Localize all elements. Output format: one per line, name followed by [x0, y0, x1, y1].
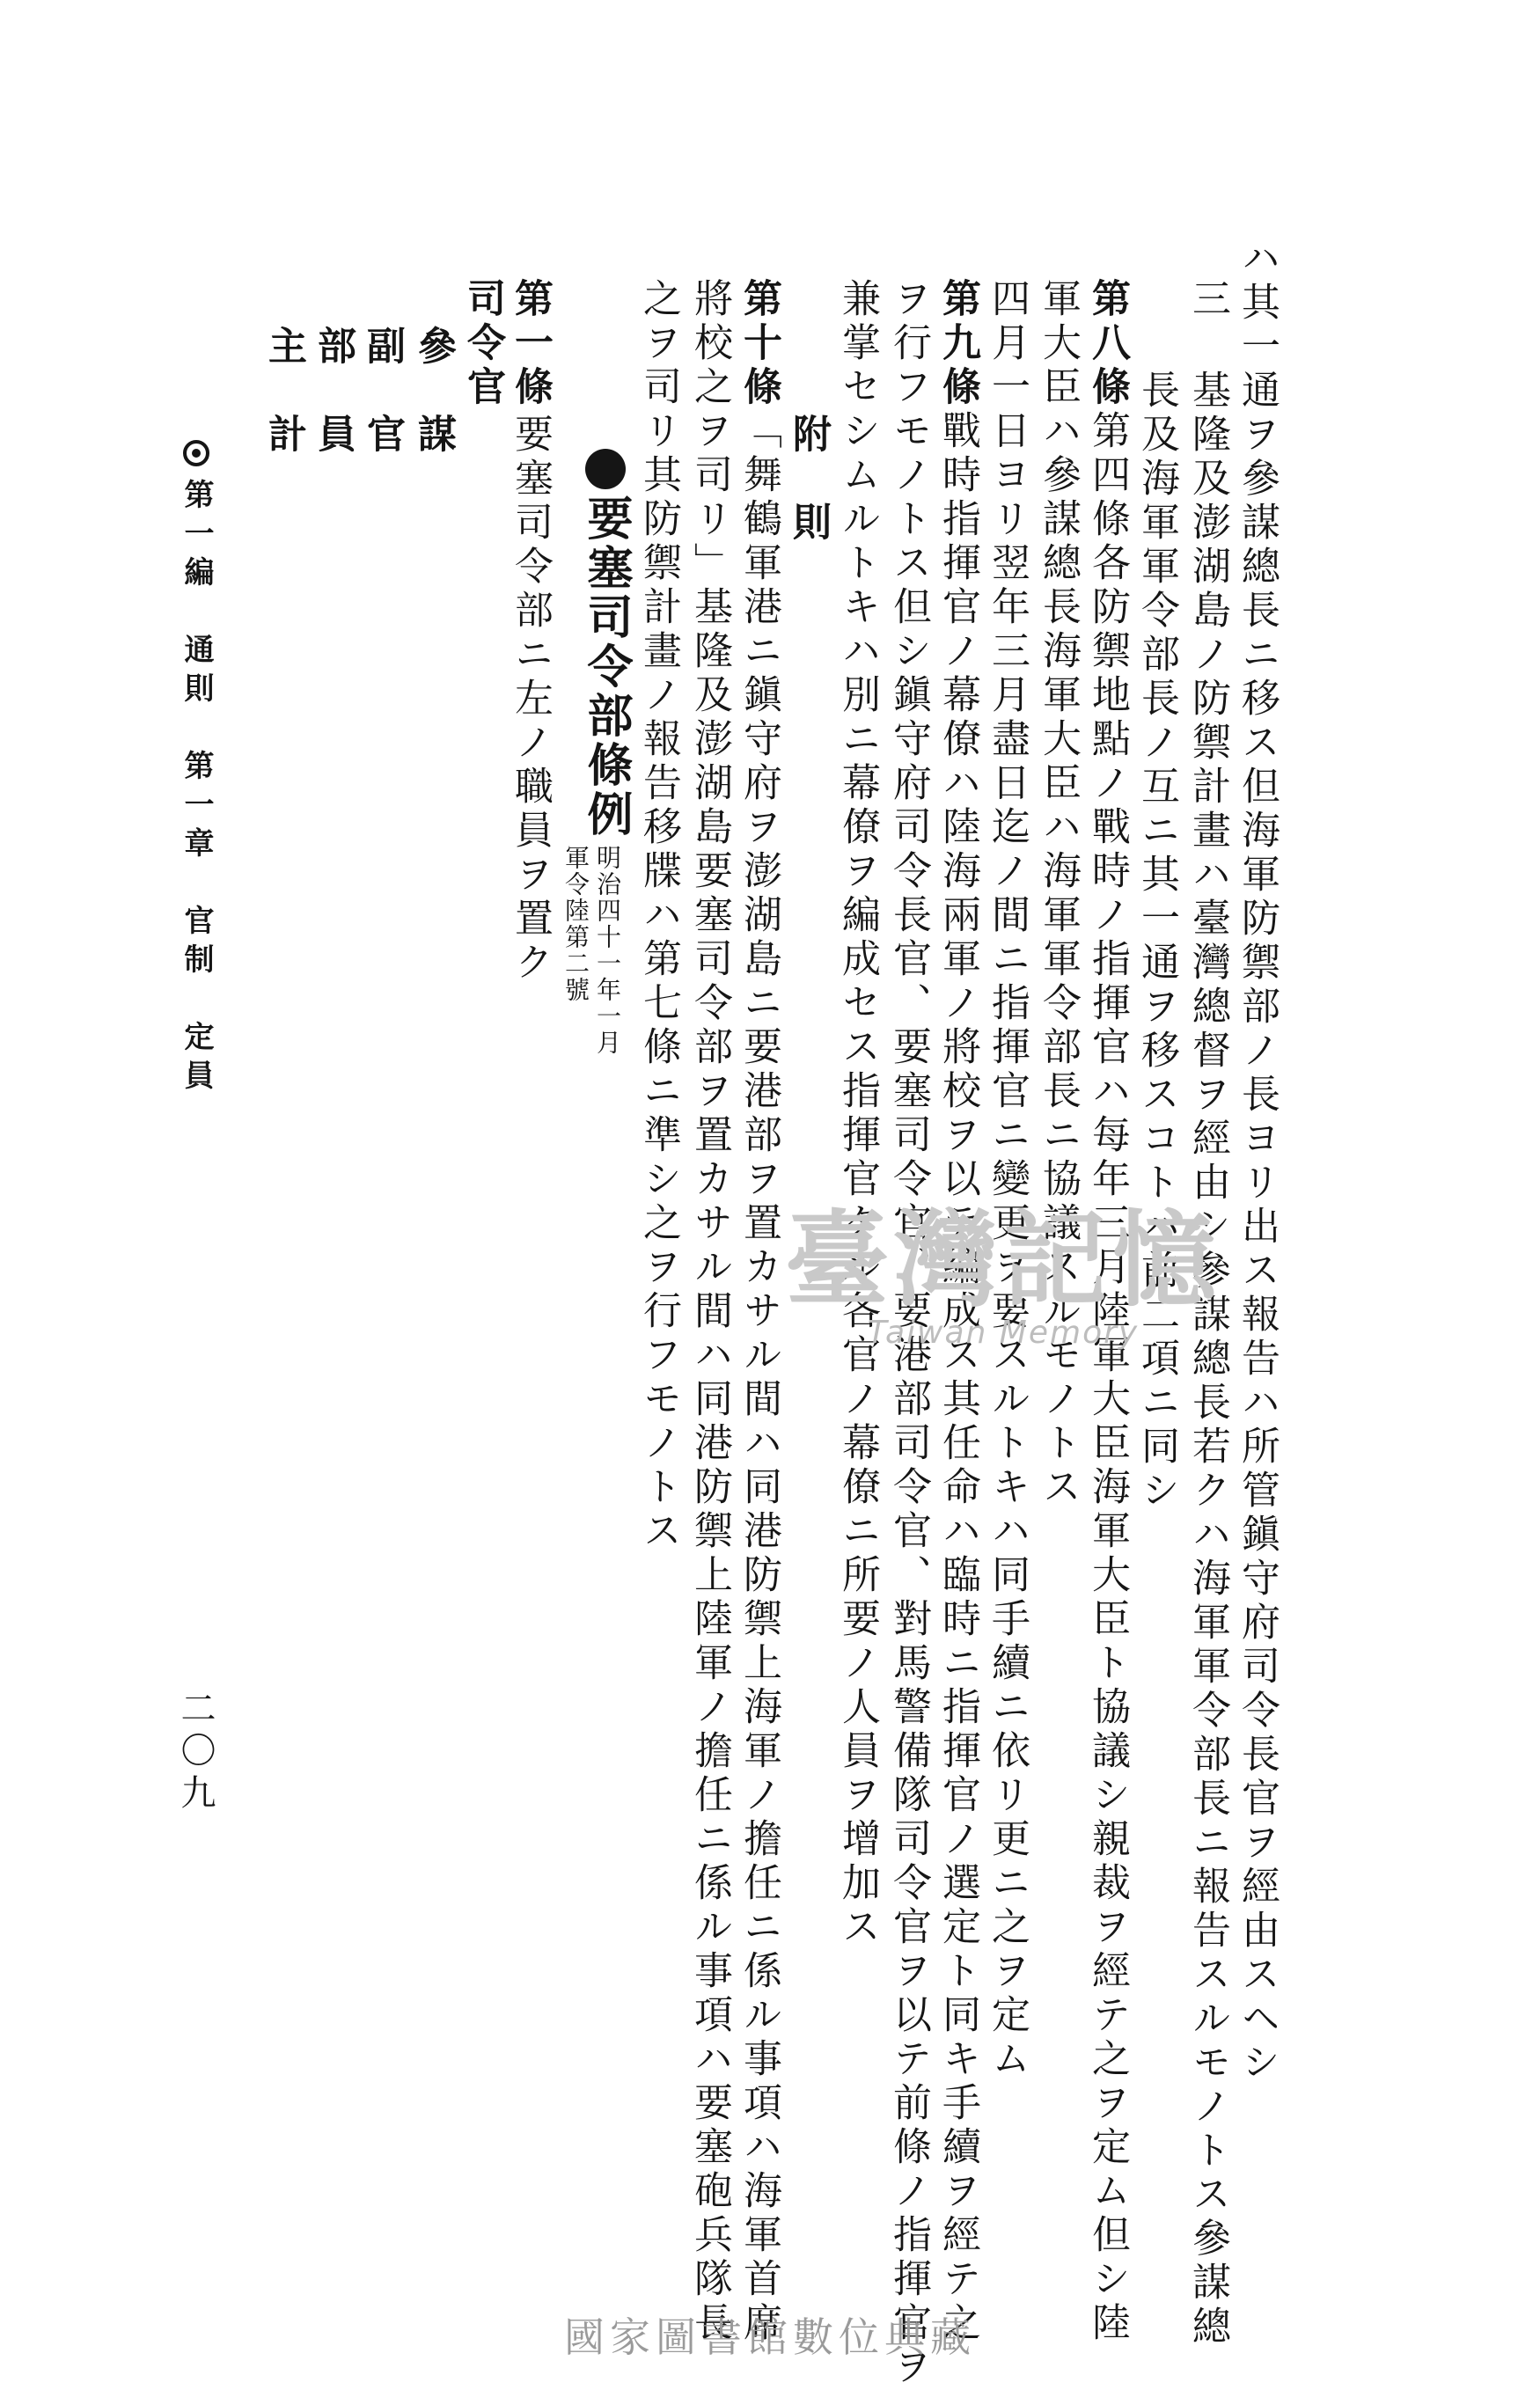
- running-header-text: 第一編 通則 第一章 官制 定員: [179, 479, 214, 1098]
- article-10-heading: [737, 278, 781, 410]
- column-body: 第四條各防禦地點ノ戰時ノ指揮官ハ每年三月陸軍大臣海軍大臣ト協議シ親裁ヲ經テ之ヲ定ム但シ陸: [1085, 410, 1130, 2346]
- ordinance-number-text: 軍令陸第二號: [561, 845, 590, 1003]
- article-1-heading: [508, 278, 553, 410]
- staff-item: 參 謀: [411, 326, 456, 458]
- text-column-13: [636, 278, 681, 1554]
- footer-archive-label: 國家圖書館數位典藏: [564, 2313, 976, 2361]
- article-heading: 第一條: [508, 278, 553, 410]
- text-column-11-body: [737, 410, 781, 2346]
- page-number-text: 二〇九: [175, 1690, 216, 1816]
- text-column-3: [1134, 370, 1179, 1514]
- text-column-5: [1036, 278, 1081, 1510]
- article-heading: 第八條: [1085, 278, 1130, 410]
- ordinance-date-text: 明治四十一年一月: [593, 845, 622, 1056]
- watermark-english: Taiwan Memory: [867, 1314, 1140, 1351]
- running-header: [179, 440, 214, 1098]
- text-column-4-body: [1085, 410, 1130, 2346]
- column-body: ヲ行フモノトス但シ鎭守府司令長官、要塞司令官、要港部司令官、對馬警備隊司令官ヲ以テ前條ノ指揮官ヲ: [886, 278, 931, 2390]
- item-number-three: 三: [1185, 278, 1230, 322]
- column-body: 兼掌セシムルトキハ別ニ幕僚ヲ編成セス指揮官タル各官ノ幕僚ニ所要ノ人員ヲ增加ス: [835, 278, 880, 1950]
- supplementary-provisions-heading: [786, 414, 831, 546]
- text-column-9: [835, 278, 880, 1950]
- text-column-8: [886, 278, 931, 2390]
- column-body: ハ其一通ヲ參謀總長ニ移ス但海軍防禦部ノ長ヨリ出ス報告ハ所管鎭守府司令長官ヲ經由スヘシ: [1235, 238, 1280, 2086]
- column-body: 基隆及澎湖島ノ防禦計畫ハ臺灣總督ヲ經由シ參謀總長若クハ海軍軍令部長ニ報告スルモノトス參謀總: [1185, 370, 1230, 2350]
- black-circle-bullet-icon: [585, 449, 626, 489]
- text-column-7-body: [935, 410, 980, 2346]
- text-column-6: [985, 278, 1030, 2082]
- ordinance-number: [563, 845, 588, 1003]
- ordinance-title-column: [579, 449, 633, 839]
- text-column-1: [1235, 238, 1280, 2086]
- ordinance-title: 要塞司令部條例: [579, 495, 633, 839]
- column-body: 四月一日ヨリ翌年三月盡日迄ノ間ニ指揮官ニ變更ヲ要スルトキハ同手續ニ依リ更ニ之ヲ定ム: [985, 278, 1030, 2082]
- double-circle-icon: [183, 440, 209, 466]
- page-number: [175, 1690, 216, 1816]
- staff-adjutant: [360, 326, 405, 458]
- column-body: 戰時指揮官ノ幕僚ハ陸海兩軍ノ將校ヲ以テ編成ス其任命ハ臨時ニ指揮官ノ選定ト同キ手續ヲ經テ之: [935, 410, 980, 2346]
- staff-item: 主 計: [261, 326, 306, 458]
- column-body: 軍大臣ハ參謀總長海軍大臣ハ海軍軍令部長ニ協議スルモノトス: [1036, 278, 1081, 1510]
- article-heading: 第九條: [935, 278, 980, 410]
- staff-member: [311, 326, 356, 458]
- column-body: 要塞司令部ニ左ノ職員ヲ置ク: [508, 414, 553, 986]
- article-9-heading: [935, 278, 980, 410]
- staff-item: 副 官: [360, 326, 405, 458]
- text-column-15-body: [508, 414, 553, 986]
- staff-item: 部 員: [311, 326, 356, 458]
- ordinance-date: [595, 845, 620, 1056]
- fusoku-label: 附 則: [786, 414, 831, 546]
- staff-item: 司令官: [460, 278, 505, 410]
- column-body: 「舞鶴軍港ニ鎭守府ヲ澎湖島ニ要港部ヲ置カサル間ハ同港防禦上海軍ノ擔任ニ係ル事項ハ海軍首席: [737, 410, 781, 2346]
- staff-staff-officer: [411, 326, 456, 458]
- column-body: 之ヲ司リ其防禦計畫ノ報告移牒ハ第七條ニ準シ之ヲ行フモノトス: [636, 278, 681, 1554]
- column-body: 將校之ヲ司リ」基隆及澎湖島要塞司令部ヲ置カサル間ハ同港防禦上陸軍ノ擔任ニ係ル事項ハ要塞砲兵隊長: [687, 278, 732, 2346]
- article-8-heading: [1085, 278, 1130, 410]
- text-column-2-body: [1185, 370, 1230, 2350]
- column-body: 長及海軍軍令部長ノ互ニ其一通ヲ移スコトハ前二項ニ同シ: [1134, 370, 1179, 1514]
- staff-commander: [460, 278, 505, 410]
- text-column-12: [687, 278, 732, 2346]
- staff-paymaster: [261, 326, 306, 458]
- watermark-chinese: 臺灣記憶: [784, 1199, 1221, 1321]
- article-heading: 第十條: [737, 278, 781, 410]
